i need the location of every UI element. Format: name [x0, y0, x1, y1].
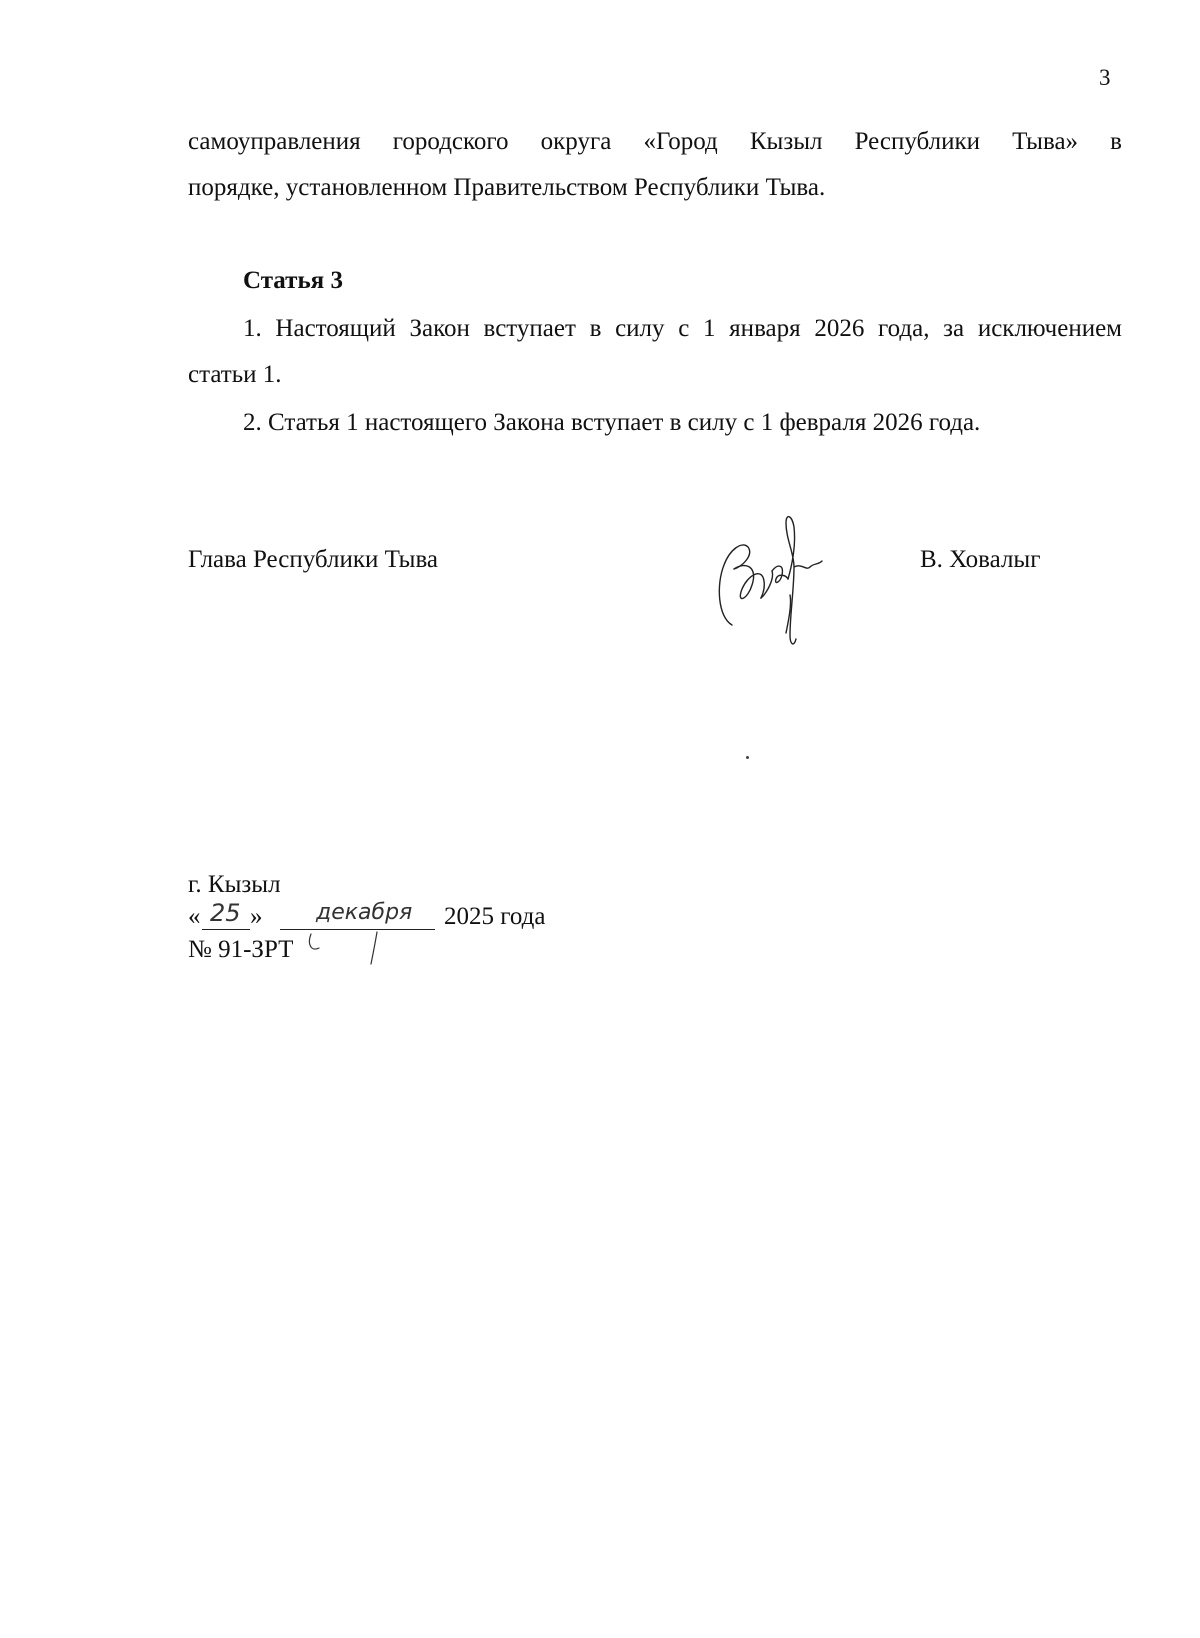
- paragraph-continuation-line-2: порядке, установленном Правительством Республики Тыва.: [188, 174, 826, 201]
- paragraph-continuation-line-1: самоуправления городского округа «Город Кызыл Республики Тыва» в: [188, 128, 1122, 155]
- date-year: 2025 года: [444, 903, 546, 930]
- article-heading: Статья 3: [243, 267, 343, 294]
- date-month-handwritten: декабря: [316, 900, 413, 925]
- article-item-1-line-2: статьи 1.: [188, 361, 282, 388]
- law-number: № 91-ЗРТ: [188, 936, 294, 963]
- article-item-1-line-1: 1. Настоящий Закон вступает в силу с 1 января 2026 года, за исключением: [243, 315, 1122, 342]
- page-number: 3: [1099, 65, 1111, 90]
- date-line: [188, 899, 588, 938]
- handwritten-flourish: [305, 930, 385, 970]
- date-day-handwritten: 25: [210, 899, 241, 927]
- place-of-signing: г. Кызыл: [188, 871, 281, 898]
- signatory-name: В. Ховалыг: [920, 546, 1041, 573]
- handwritten-signature: [712, 505, 852, 655]
- date-open-quote: «: [188, 903, 201, 930]
- date-day-blank: [202, 929, 250, 930]
- signatory-title: Глава Республики Тыва: [188, 546, 439, 573]
- article-item-2: 2. Статья 1 настоящего Закона вступает в силу с 1 февраля 2026 года.: [243, 409, 981, 436]
- scan-speck: [746, 756, 749, 759]
- date-close-quote: »: [250, 903, 263, 930]
